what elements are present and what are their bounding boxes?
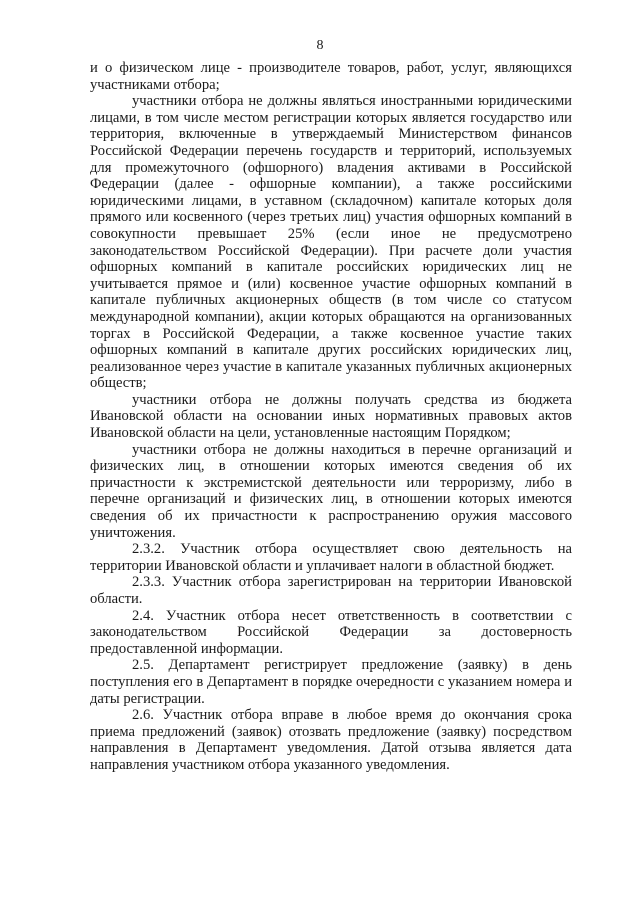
paragraph-2-4: 2.4. Участник отбора несет ответственность в соответствии с законодательством Российской Федерации за достоверность предоставленной информации.	[90, 607, 572, 657]
paragraph-2-3-3: 2.3.3. Участник отбора зарегистрирован на территории Ивановской области.	[90, 574, 572, 607]
paragraph-budget-restriction: участники отбора не должны получать средства из бюджета Ивановской области на основании иных нормативных правовых актов Ивановской области на цели, установленные настоящим Порядком;	[90, 391, 572, 442]
paragraph-continuation: и о физическом лице - производителе товаров, работ, услуг, являющихся участниками отбора;	[90, 60, 572, 93]
paragraph-extremism-restriction: участники отбора не должны находиться в перечне организаций и физических лиц, в отношении которых имеются сведения об их причастности к экстремистской деятельности или терроризму, либо в перечне организаций и физических лиц, в отношении которых имеются сведения об их причастности к распространению оружия массового уничтожения.	[90, 441, 572, 541]
paragraph-offshore-restriction: участники отбора не должны являться иностранными юридическими лицами, в том числе местом регистрации которых является государство или территория, включенные в утверждаемый Министерством финансов Российской Федерации перечень государств и территорий, используемых для промежуточного (офшорного) владения активами в Российской Федерации (далее - офшорные компании), а также российскими юридическими лицами, в уставном (складочном) капитале которых доля прямого или косвенного (через третьих лиц) участия офшорных компаний в совокупности превышает 25% (если иное не предусмотрено законодательством Российской Федерации). При расчете доли участия офшорных компаний в капитале российских юридических лиц не учитывается прямое и (или) косвенное участие офшорных компаний в капитале публичных акционерных обществ (в том числе со статусом международной компании), акции которых обращаются на организованных торгах в Российской Федерации, а также косвенное участие таких офшорных компаний в капитале других российских юридических лиц, реализованное через участие в капитале указанных публичных акционерных обществ;	[90, 93, 572, 392]
page-number: 8	[316, 38, 324, 53]
paragraph-2-6: 2.6. Участник отбора вправе в любое время до окончания срока приема предложений (заявок) отозвать предложение (заявку) посредством направления в Департамент уведомления. Датой отзыва является дата направления участником отбора указанного уведомления.	[90, 707, 572, 773]
document-body	[90, 60, 572, 774]
paragraph-2-5: 2.5. Департамент регистрирует предложение (заявку) в день поступления его в Департамент в порядке очередности с указанием номера и даты регистрации.	[90, 657, 572, 707]
paragraph-2-3-2: 2.3.2. Участник отбора осуществляет свою деятельность на территории Ивановской области и уплачивает налоги в областной бюджет.	[90, 541, 572, 574]
